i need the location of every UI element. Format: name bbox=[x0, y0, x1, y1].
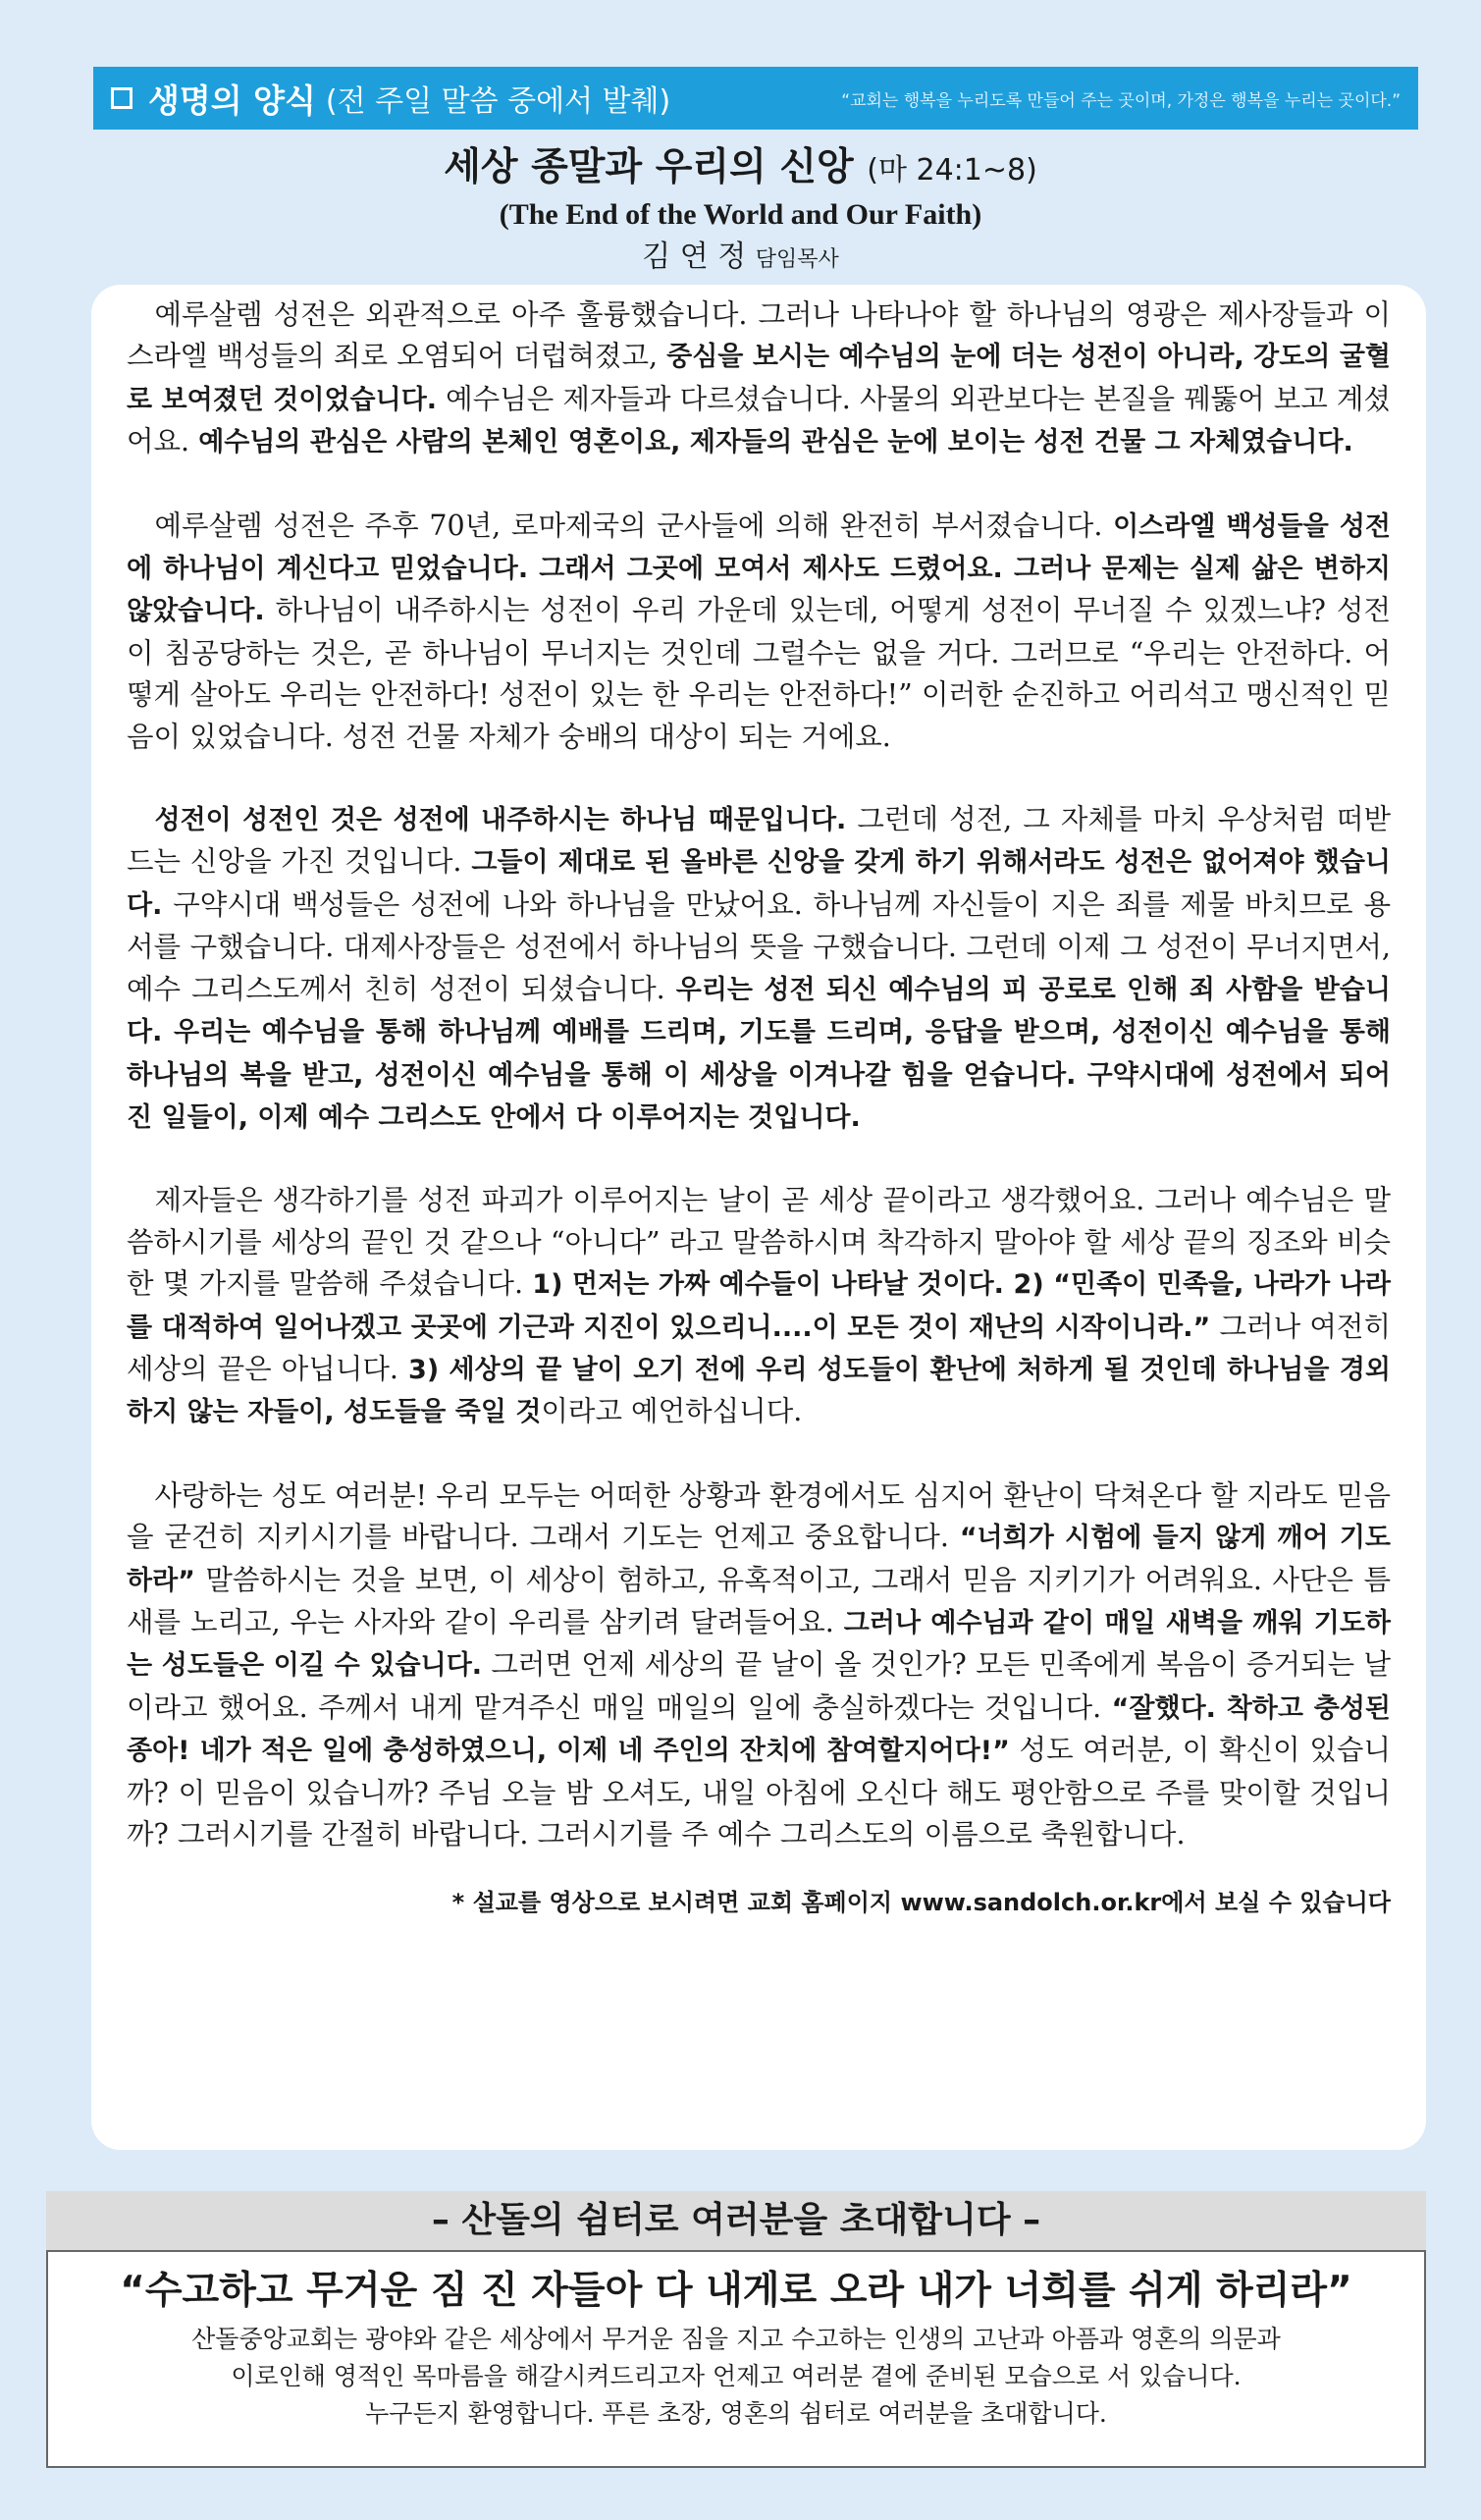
header-quote: “교회는 행복을 누리도록 만들어 주는 곳이며, 가정은 행복을 누리는 곳이다.” bbox=[841, 90, 1401, 111]
section-header-bar bbox=[93, 67, 1418, 130]
paragraph-text: 사랑하는 성도 여러분! 우리 모두는 어떠한 상황과 환경에서도 심지어 환난이 닥쳐온다 할 지라도 믿음을 굳건히 지키시기를 바랍니다. 그래서 기도는 언제고 중요합니다. bbox=[127, 1478, 1391, 1554]
emphasized-text: 예수님의 관심은 사람의 본체인 영혼이요, 제자들의 관심은 눈에 보이는 성전 건물 그 자체였습니다. bbox=[198, 427, 1353, 458]
paragraph-text: 그런데 성전, 그 자체를 마치 우상처럼 떠받드는 신앙을 가진 것입니다. bbox=[127, 803, 1391, 879]
emphasized-text: 중심을 보시는 예수님의 눈에 더는 성전이 아니라, 강도의 굴혈로 보여졌던 것이었습니다. bbox=[127, 342, 1391, 415]
sermon-paragraph bbox=[127, 1180, 1391, 1433]
sermon-title bbox=[0, 142, 1481, 196]
scripture-reference: (마 24:1~8) bbox=[867, 153, 1037, 188]
emphasized-text: “너희가 시험에 들지 않게 깨어 기도하라” bbox=[127, 1523, 1391, 1596]
paragraph-text: 제자들은 생각하기를 성전 파괴가 이루어지는 날이 곧 세상 끝이라고 생각했어요. 그러나 예수님은 말씀하시기를 세상의 끝인 것 같으나 “아니다” 라고 말씀하시며 착각하지 말아야 할 세상 끝의 징조와 비슷한 몇 가지를 말씀해 주셨습니다. bbox=[127, 1184, 1391, 1301]
section-title: 생명의 양식 bbox=[148, 80, 316, 120]
sermon-paragraph bbox=[127, 506, 1391, 758]
paragraph-text: 예수님은 제자들과 다르셨습니다. 사물의 외관보다는 본질을 꿰뚫어 보고 계셨어요. bbox=[127, 382, 1391, 458]
paragraph-text: 그러면 언제 세상의 끝 날이 올 것인가? 모든 민족에게 복음이 증거되는 날이라고 했어요. 주께서 내게 맡겨주신 매일 매일의 일에 충실하겠다는 것입니다. bbox=[127, 1648, 1391, 1724]
paragraph-text: 하나님이 내주하시는 성전이 우리 가운데 있는데, 어떻게 성전이 무너질 수 있겠느냐? 성전이 침공당하는 것은, 곧 하나님이 무너지는 것인데 그럴수는 없을 거다. 그러므로 “우리는 안전하다. 어떻게 살아도 우리는 안전하다! 성전이 있는 한 우리는 안전하다!” 이러한 순진하고 어리석고 맹신적인 믿음이 있었습니다. 성전 건물 자체가 숭배의 대상이 되는 거에요. bbox=[127, 594, 1391, 753]
emphasized-text: 이스라엘 백성들을 성전에 하나님이 계신다고 믿었습니다. 그래서 그곳에 모여서 제사도 드렸어요. 그러나 문제는 실제 삶은 변하지 않았습니다. bbox=[127, 510, 1391, 627]
emphasized-text: 3) 세상의 끝 날이 오기 전에 우리 성도들이 환난에 처하게 될 것인데 하나님을 경외하지 않는 자들이, 성도들을 죽일 것 bbox=[127, 1354, 1391, 1428]
paragraph-text: 성도 여러분, 이 확신이 있습니까? 이 믿음이 있습니까? 주님 오늘 밤 오셔도, 내일 아침에 오신다 해도 평안함으로 주를 맞이할 것입니까? 그러시기를 간절히 바랍니다. 그러시기를 주 예수 그리스도의 이름으로 축원합니다. bbox=[127, 1734, 1391, 1850]
paragraph-text: 그러나 여전히 세상의 끝은 아닙니다. bbox=[127, 1310, 1391, 1385]
video-note: * 설교를 영상으로 보시려면 교회 홈페이지 www.sandolch.or.kr에서 보실 수 있습니다 bbox=[451, 1889, 1391, 1917]
invite-line: 이로인해 영적인 목마름을 해갈시켜드리고자 언제고 여러분 곁에 준비된 모습으로 서 있습니다. bbox=[231, 2362, 1242, 2390]
sermon-paragraphs bbox=[127, 295, 1391, 1855]
paragraph-text: 말씀하시는 것을 보면, 이 세상이 험하고, 유혹적이고, 그래서 믿음 지키기가 어려워요. 사단은 틈새를 노리고, 우는 사자와 같이 우리를 삼키려 달려들어요. bbox=[127, 1563, 1391, 1638]
paragraph-text: 예루살렘 성전은 외관적으로 아주 훌륭했습니다. 그러나 나타나야 할 하나님의 영광은 제사장들과 이스라엘 백성들의 죄로 오염되어 더럽혀졌고, bbox=[127, 298, 1391, 373]
paragraph-text: 구약시대 백성들은 성전에 나와 하나님을 만났어요. 하나님께 자신들이 지은 죄를 제물 바치므로 용서를 구했습니다. 대제사장들은 성전에서 하나님의 뜻을 구했습니다. 그런데 이제 그 성전이 무너지면서, 예수 그리스도께서 친히 성전이 되셨습니다. bbox=[127, 887, 1391, 1005]
section-subtitle: (전 주일 말씀 중에서 발췌) bbox=[325, 84, 671, 119]
preacher-role: 담임목사 bbox=[755, 247, 839, 272]
paragraph-text: 예루살렘 성전은 주후 70년, 로마제국의 군사들에 의해 완전히 부서졌습니다. bbox=[154, 509, 1114, 542]
invite-heading: – 산돌의 쉼터로 여러분을 초대합니다 – bbox=[46, 2191, 1426, 2250]
invite-box bbox=[46, 2250, 1426, 2468]
sermon-title-text: 세상 종말과 우리의 신앙 bbox=[444, 145, 854, 189]
invite-quote: “수고하고 무거운 짐 진 자들아 다 내게로 오라 내가 너희를 쉬게 하리라” bbox=[120, 2269, 1352, 2313]
preacher bbox=[0, 238, 1481, 280]
sermon-body-card bbox=[91, 285, 1426, 2150]
sermon-title-block bbox=[0, 142, 1481, 280]
sermon-english-title: (The End of the World and Our Faith) bbox=[499, 198, 982, 231]
preacher-name: 김 연 정 bbox=[642, 240, 747, 274]
emphasized-text: 성전이 성전인 것은 성전에 내주하시는 하나님 때문입니다. bbox=[154, 805, 847, 836]
paragraph-text: 이라고 예언하십니다. bbox=[541, 1395, 803, 1428]
sermon-paragraph bbox=[127, 799, 1391, 1139]
emphasized-text: 그들이 제대로 된 올바른 신앙을 갖게 하기 위해서라도 성전은 없어져야 했습니다. bbox=[127, 847, 1392, 921]
invite-line: 누구든지 환영합니다. 푸른 초장, 영혼의 쉼터로 여러분을 초대합니다. bbox=[365, 2399, 1107, 2428]
emphasized-text: “잘했다. 착하고 충성된 종아! 네가 적은 일에 충성하였으니, 이제 네 주인의 잔치에 참여할지어다!” bbox=[127, 1692, 1391, 1767]
sermon-paragraph bbox=[127, 1475, 1391, 1856]
emphasized-text: 우리는 성전 되신 예수님의 피 공로로 인해 죄 사함을 받습니다. 우리는 예수님을 통해 하나님께 예배를 드리며, 기도를 드리며, 응답을 받으며, 성전이신 예수님을 통해 하나님의 복을 받고, 성전이신 예수님을 통해 이 세상을 이겨나갈 힘을 얻습니다. 구약시대에 성전에서 되어 진 일들이, 이제 예수 그리스도 안에서 다 이루어지는 것입니다. bbox=[127, 974, 1391, 1133]
invite-line: 산돌중앙교회는 광야와 같은 세상에서 무거운 짐을 지고 수고하는 인생의 고난과 아픔과 영혼의 의문과 bbox=[191, 2325, 1281, 2353]
emphasized-text: 그러나 예수님과 같이 매일 새벽을 깨워 기도하는 성도들은 이길 수 있습니다. bbox=[127, 1607, 1391, 1682]
square-bullet-icon bbox=[111, 87, 132, 109]
sermon-paragraph bbox=[127, 295, 1391, 464]
emphasized-text: 1) 먼저는 가짜 예수들이 나타날 것이다. 2) “민족이 민족을, 나라가 나라를 대적하여 일어나겠고 곳곳에 기근과 지진이 있으리니....이 모든 것이 재난의 시작이니라.” bbox=[127, 1269, 1391, 1343]
